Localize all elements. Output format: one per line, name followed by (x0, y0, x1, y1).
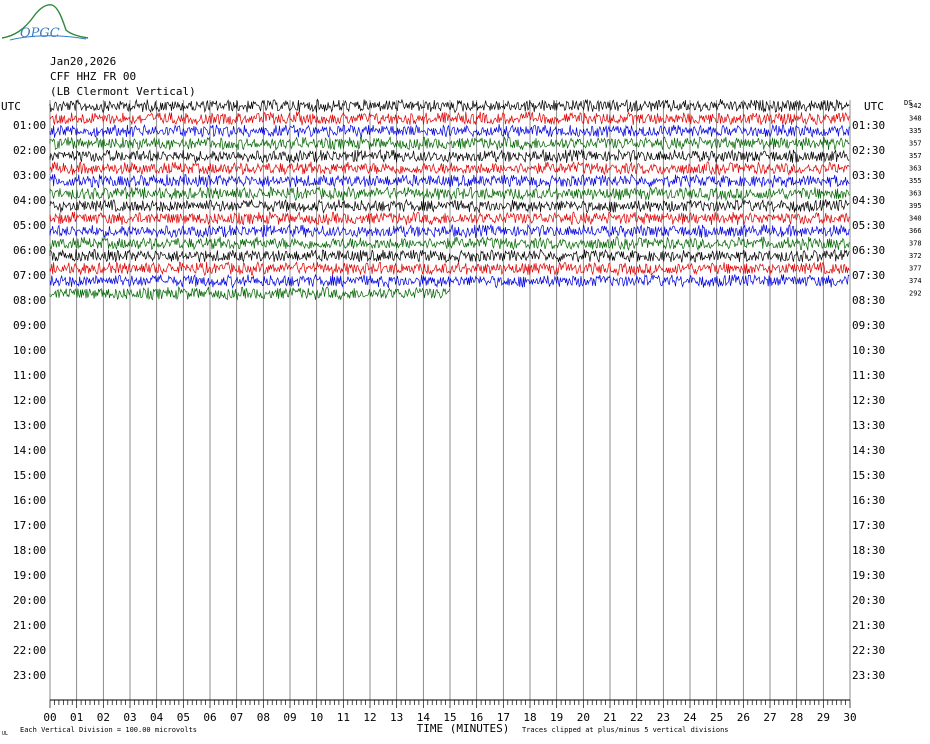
left-hour-label: 08:00 (13, 294, 47, 307)
left-hour-label: 17:00 (13, 519, 47, 532)
x-tick-label: 29 (816, 711, 830, 724)
x-tick-label: 03 (123, 711, 137, 724)
right-halfhour-label: 04:30 (852, 194, 886, 207)
right-halfhour-label: 02:30 (852, 144, 886, 157)
x-tick-label: 11 (336, 711, 350, 724)
left-hour-label: 10:00 (13, 344, 47, 357)
left-axis-header: UTC (1, 100, 21, 113)
x-tick-label: 15 (443, 711, 457, 724)
x-axis-title: TIME (MINUTES) (416, 722, 510, 735)
right-halfhour-label: 19:30 (852, 569, 886, 582)
left-hour-label: 21:00 (13, 619, 47, 632)
left-hour-label: 20:00 (13, 594, 47, 607)
x-tick-label: 16 (470, 711, 484, 724)
ds-value: 355 (909, 177, 922, 185)
right-halfhour-label: 18:30 (852, 544, 886, 557)
left-hour-label: 22:00 (13, 644, 47, 657)
left-hour-label: 18:00 (13, 544, 47, 557)
ds-column-header: DS (904, 99, 913, 107)
ds-value: 335 (909, 127, 922, 135)
right-halfhour-label: 13:30 (852, 419, 886, 432)
x-tick-label: 21 (603, 711, 617, 724)
x-tick-label: 23 (656, 711, 670, 724)
right-halfhour-label: 12:30 (852, 394, 886, 407)
right-halfhour-label: 20:30 (852, 594, 886, 607)
left-hour-label: 11:00 (13, 369, 47, 382)
left-hour-label: 07:00 (13, 269, 47, 282)
ds-value: 348 (909, 114, 922, 123)
right-halfhour-label: 09:30 (852, 319, 886, 332)
ds-value: 395 (909, 202, 922, 210)
x-tick-label: 05 (176, 711, 190, 724)
left-hour-label: 05:00 (13, 219, 47, 232)
right-halfhour-label: 14:30 (852, 444, 886, 457)
x-tick-label: 04 (150, 711, 164, 724)
right-halfhour-label: 07:30 (852, 269, 886, 282)
x-tick-label: 13 (390, 711, 404, 724)
x-tick-label: 00 (43, 711, 57, 724)
ds-value: 363 (909, 164, 922, 173)
x-tick-label: 26 (736, 711, 750, 724)
x-tick-label: 18 (523, 711, 537, 724)
left-hour-label: 06:00 (13, 244, 47, 257)
x-tick-label: 22 (630, 711, 644, 724)
logo-text: OPGC (20, 26, 60, 41)
ds-value: 340 (909, 214, 922, 223)
left-hour-label: 02:00 (13, 144, 47, 157)
ds-value: 363 (909, 189, 922, 198)
right-halfhour-label: 10:30 (852, 344, 886, 357)
x-tick-label: 30 (843, 711, 857, 724)
ds-value: 357 (909, 139, 922, 148)
x-tick-label: 27 (763, 711, 777, 724)
ds-value: 357 (909, 152, 922, 160)
left-hour-label: 13:00 (13, 419, 47, 432)
ds-value: 374 (909, 277, 922, 285)
right-halfhour-label: 05:30 (852, 219, 886, 232)
right-halfhour-label: 11:30 (852, 369, 886, 382)
x-tick-label: 20 (576, 711, 590, 724)
ds-value: 372 (909, 252, 922, 260)
x-tick-label: 01 (70, 711, 84, 724)
left-hour-label: 16:00 (13, 494, 47, 507)
right-halfhour-label: 21:30 (852, 619, 886, 632)
station-location: (LB Clermont Vertical) (50, 85, 196, 98)
chart-date: Jan20,2026 (50, 55, 117, 68)
left-hour-label: 23:00 (13, 669, 47, 682)
right-halfhour-label: 15:30 (852, 469, 886, 482)
ds-value: 292 (909, 289, 922, 298)
right-halfhour-label: 06:30 (852, 244, 886, 257)
station-code: CFF HHZ FR 00 (50, 70, 137, 83)
left-hour-label: 19:00 (13, 569, 47, 582)
right-halfhour-label: 17:30 (852, 519, 886, 532)
left-hour-label: 15:00 (13, 469, 47, 482)
x-tick-label: 09 (283, 711, 297, 724)
ds-value: 377 (909, 264, 922, 273)
footer-division-note: Each Vertical Division = 100.00 microvolts (20, 726, 198, 734)
left-hour-label: 01:00 (13, 119, 47, 132)
x-tick-label: 02 (96, 711, 110, 724)
x-tick-label: 24 (683, 711, 697, 724)
right-halfhour-label: 22:30 (852, 644, 886, 657)
x-tick-label: 19 (550, 711, 564, 724)
footer-clip-note: Traces clipped at plus/minus 5 vertical divisions (522, 726, 729, 734)
right-halfhour-label: 03:30 (852, 169, 886, 182)
left-hour-label: 14:00 (13, 444, 47, 457)
ds-value: 342 (909, 102, 922, 110)
right-axis-header: UTC (864, 100, 884, 113)
x-tick-label: 25 (710, 711, 724, 724)
x-tick-label: 28 (790, 711, 804, 724)
ds-value: 378 (909, 239, 922, 248)
x-tick-label: 08 (256, 711, 270, 724)
ds-value: 366 (909, 227, 922, 235)
left-hour-label: 09:00 (13, 319, 47, 332)
right-halfhour-label: 01:30 (852, 119, 886, 132)
x-tick-label: 12 (363, 711, 377, 724)
right-halfhour-label: 16:30 (852, 494, 886, 507)
left-hour-label: 04:00 (13, 194, 47, 207)
x-tick-label: 07 (230, 711, 244, 724)
seismic-trace (50, 287, 450, 300)
right-halfhour-label: 23:30 (852, 669, 886, 682)
right-halfhour-label: 08:30 (852, 294, 886, 307)
x-tick-label: 10 (310, 711, 324, 724)
x-tick-label: 14 (416, 711, 430, 724)
x-tick-label: 17 (496, 711, 510, 724)
corner-mark: UL (2, 731, 9, 737)
left-hour-label: 03:00 (13, 169, 47, 182)
left-hour-label: 12:00 (13, 394, 47, 407)
x-tick-label: 06 (203, 711, 217, 724)
